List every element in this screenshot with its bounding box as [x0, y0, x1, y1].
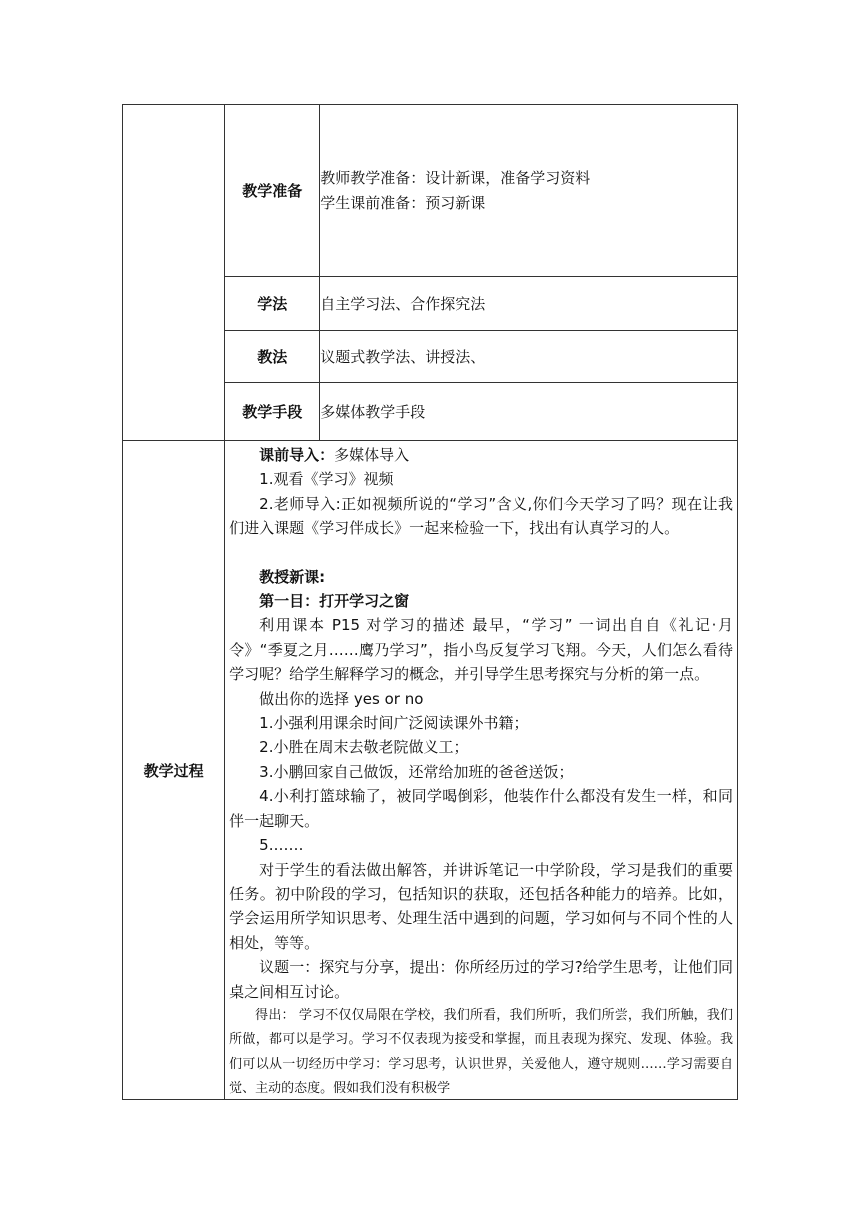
student-prep-text: 学生课前准备：预习新课	[320, 193, 486, 212]
option-4: 4.小利打篮球输了，被同学喝倒彩，他装作什么都没有发生一样，和同伴一起聊天。	[229, 787, 733, 830]
answer-paragraph: 对于学生的看法做出解答，并讲诉笔记一中学阶段，学习是我们的重要任务。初中阶段的学习，包括知识的获取，还包括各种能力的培养。比如，学会运用所学知识思考、处理生活中遇到的问题，学习如何与不同个性的人相处，等等。	[229, 860, 733, 952]
prep-row	[123, 105, 738, 277]
option-2: 2.小胜在周末去敬老院做义工；	[259, 738, 469, 757]
step-2: 2.老师导入:正如视频所说的“学习”含义,你们今天学习了吗？现在让我们进入课题《学习伴成长》一起来检验一下，找出有认真学习的人。	[229, 494, 733, 538]
teaching-means-value: 多媒体教学手段	[320, 383, 738, 441]
choice-prompt: 做出你的选择 yes or no	[259, 689, 424, 708]
textbook-paragraph: 利用课本 P15 对学习的描述 最早，“学习” 一词出自自《礼记·月令》“季夏之月……鹰乃学习”，指小鸟反复学习飞翔。今天，人们怎么看待学习呢？给学生解释学习的概念，并引导学生思考探究与分析的第一点。	[229, 616, 733, 684]
lesson-plan-table	[122, 104, 738, 1100]
intro-paragraph	[229, 443, 733, 467]
intro-text: 多媒体导入	[334, 446, 410, 464]
section-heading: 第一目：打开学习之窗	[259, 592, 410, 611]
intro-heading: 课前导入：	[259, 446, 335, 464]
teaching-method-value: 议题式教学法、讲授法、	[320, 331, 738, 383]
prep-label: 教学准备	[225, 105, 320, 277]
topic-one-paragraph: 议题一：探究与分享，提出：你所经历过的学习?给学生思考，让他们同桌之间相互讨论。	[229, 958, 733, 1001]
prep-content	[320, 105, 738, 277]
option-1: 1.小强利用课余时间广泛阅读课外书籍；	[259, 714, 529, 733]
process-row	[123, 441, 738, 1100]
process-content	[225, 441, 738, 1100]
blank-line	[229, 541, 733, 565]
process-label: 教学过程	[123, 441, 225, 1100]
conclusion-paragraph: 得出： 学习不仅仅局限在学校，我们所看，我们所听，我们所尝，我们所触，我们所做，都可以是学习。学习不仅表现为接受和掌握，而且表现为探究、发现、体验。我们可以从一切经历中学习：学习思考，认识世界，关爱他人，遵守规则……学习需要自觉、主动的态度。假如我们没有积极学	[229, 1007, 733, 1097]
new-lesson-heading: 教授新课:	[259, 567, 326, 586]
study-method-label: 学法	[225, 277, 320, 331]
teacher-prep-text: 教师教学准备：设计新课，准备学习资料	[320, 168, 591, 187]
option-5: 5.……	[259, 836, 304, 855]
teaching-means-label: 教学手段	[225, 383, 320, 441]
option-3: 3.小鹏回家自己做饭，还常给加班的爸爸送饭；	[259, 762, 574, 781]
left-blank-cell	[123, 105, 225, 441]
teaching-method-label: 教法	[225, 331, 320, 383]
step-1: 1.观看《学习》视频	[259, 470, 394, 489]
study-method-value: 自主学习法、合作探究法	[320, 277, 738, 331]
